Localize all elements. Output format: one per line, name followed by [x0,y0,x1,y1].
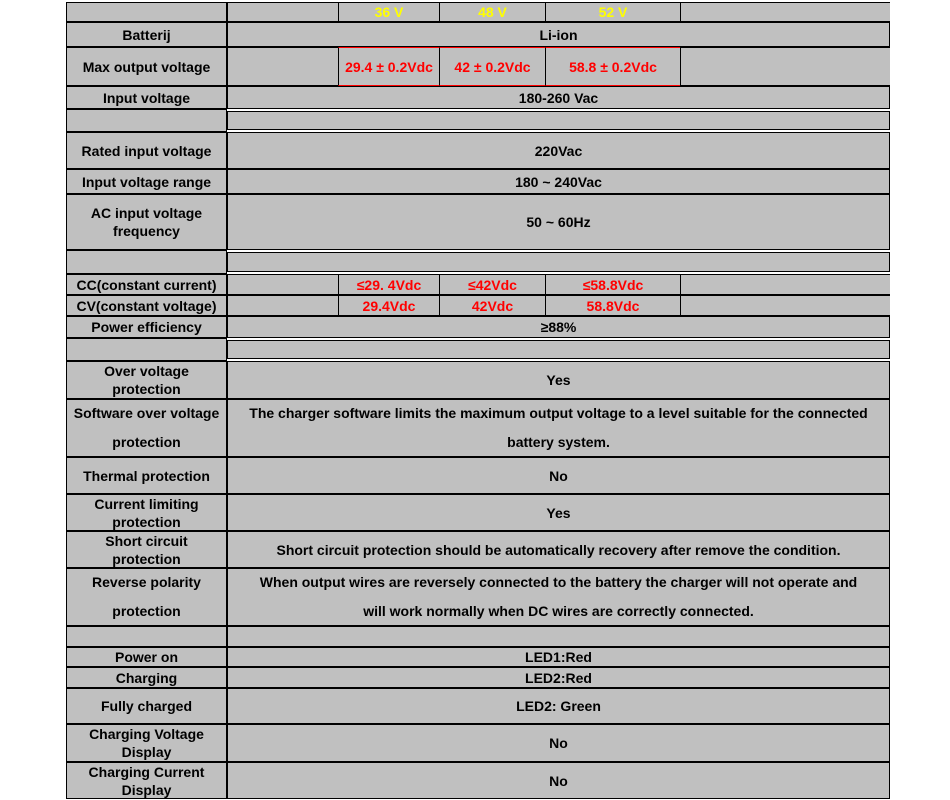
input-range-value: 180 ~ 240Vac [227,169,890,194]
cv-label: CV(constant voltage) [66,295,227,316]
header-blank-label [66,2,227,22]
spacer-bar [227,340,890,359]
efficiency-value: ≥88% [227,316,890,338]
cc-48v: ≤42Vdc [439,274,546,295]
row-fully-charged [66,688,890,724]
header-blank [227,2,339,22]
cc-rest [680,274,890,295]
row-battery [66,22,890,47]
battery-value: Li-ion [227,22,890,47]
spacer-label [66,338,227,361]
row-charging-voltage-display [66,724,890,762]
charging-voltage-display-label: Charging Voltage Display [66,724,227,762]
row-max-output [66,47,890,86]
spacer-bar [227,252,890,272]
spacer-label [66,626,227,647]
header-52v: 52 V [545,2,681,22]
cc-blank [227,274,339,295]
spacer-bar [227,111,890,130]
max-output-52v: 58.8 ± 0.2Vdc [545,47,681,86]
reverse-polarity-value: When output wires are reversely connected to the battery the charger will not operate and will work normally when DC wires are correctly connected. [227,568,890,626]
short-circuit-label: Short circuit protection [66,531,227,568]
charging-value: LED2:Red [227,667,890,688]
power-on-value: LED1:Red [227,647,890,667]
spacer-label [66,250,227,274]
cc-label: CC(constant current) [66,274,227,295]
row-thermal [66,457,890,494]
row-cc [66,274,890,295]
current-limiting-value: Yes [227,494,890,531]
row-power-on [66,647,890,667]
battery-label: Batterij [66,22,227,47]
spacer-label [66,109,227,132]
spacer-cell [227,626,890,647]
charging-current-display-value: No [227,762,890,799]
over-voltage-value: Yes [227,361,890,399]
over-voltage-label: Over voltage protection [66,361,227,399]
cc-36v: ≤29. 4Vdc [338,274,440,295]
row-charging-current-display [66,762,890,799]
row-input-range [66,169,890,194]
max-output-48v: 42 ± 0.2Vdc [439,47,546,86]
cv-36v: 29.4Vdc [338,295,440,316]
ac-frequency-value: 50 ~ 60Hz [227,194,890,250]
row-efficiency [66,316,890,338]
max-output-label: Max output voltage [66,47,227,86]
power-on-label: Power on [66,647,227,667]
spacer-row [66,338,890,361]
rated-input-label: Rated input voltage [66,132,227,169]
row-short-circuit [66,531,890,568]
spacer-row [66,250,890,274]
fully-charged-value: LED2: Green [227,688,890,724]
charging-voltage-display-value: No [227,724,890,762]
software-ov-value: The charger software limits the maximum output voltage to a level suitable for the connected battery system. [227,399,890,457]
input-voltage-label: Input voltage [66,86,227,109]
row-ac-frequency [66,194,890,250]
row-charging [66,667,890,688]
cv-blank [227,295,339,316]
input-range-label: Input voltage range [66,169,227,194]
efficiency-label: Power efficiency [66,316,227,338]
row-rated-input [66,132,890,169]
max-output-rest [680,47,890,86]
header-row [66,2,890,22]
thermal-label: Thermal protection [66,457,227,494]
max-output-blank [227,47,339,86]
row-input-voltage [66,86,890,109]
thermal-value: No [227,457,890,494]
row-cv [66,295,890,316]
header-36v: 36 V [338,2,440,22]
max-output-36v: 29.4 ± 0.2Vdc [338,47,440,86]
spacer-row [66,109,890,132]
short-circuit-value: Short circuit protection should be automatically recovery after remove the condition. [227,531,890,568]
ac-frequency-label: AC input voltage frequency [66,194,227,250]
header-rest [680,2,890,22]
charging-current-display-label: Charging Current Display [66,762,227,799]
input-voltage-value: 180-260 Vac [227,86,890,109]
row-current-limiting [66,494,890,531]
row-over-voltage [66,361,890,399]
current-limiting-label: Current limiting protection [66,494,227,531]
software-ov-label: Software over voltage protection [66,399,227,457]
row-reverse-polarity [66,568,890,626]
cv-48v: 42Vdc [439,295,546,316]
fully-charged-label: Fully charged [66,688,227,724]
charging-label: Charging [66,667,227,688]
row-software-over-voltage [66,399,890,457]
rated-input-value: 220Vac [227,132,890,169]
reverse-polarity-label: Reverse polarity protection [66,568,227,626]
cv-52v: 58.8Vdc [545,295,681,316]
spec-table [66,2,890,799]
spacer-row [66,626,890,647]
cc-52v: ≤58.8Vdc [545,274,681,295]
cv-rest [680,295,890,316]
header-48v: 48 V [439,2,546,22]
